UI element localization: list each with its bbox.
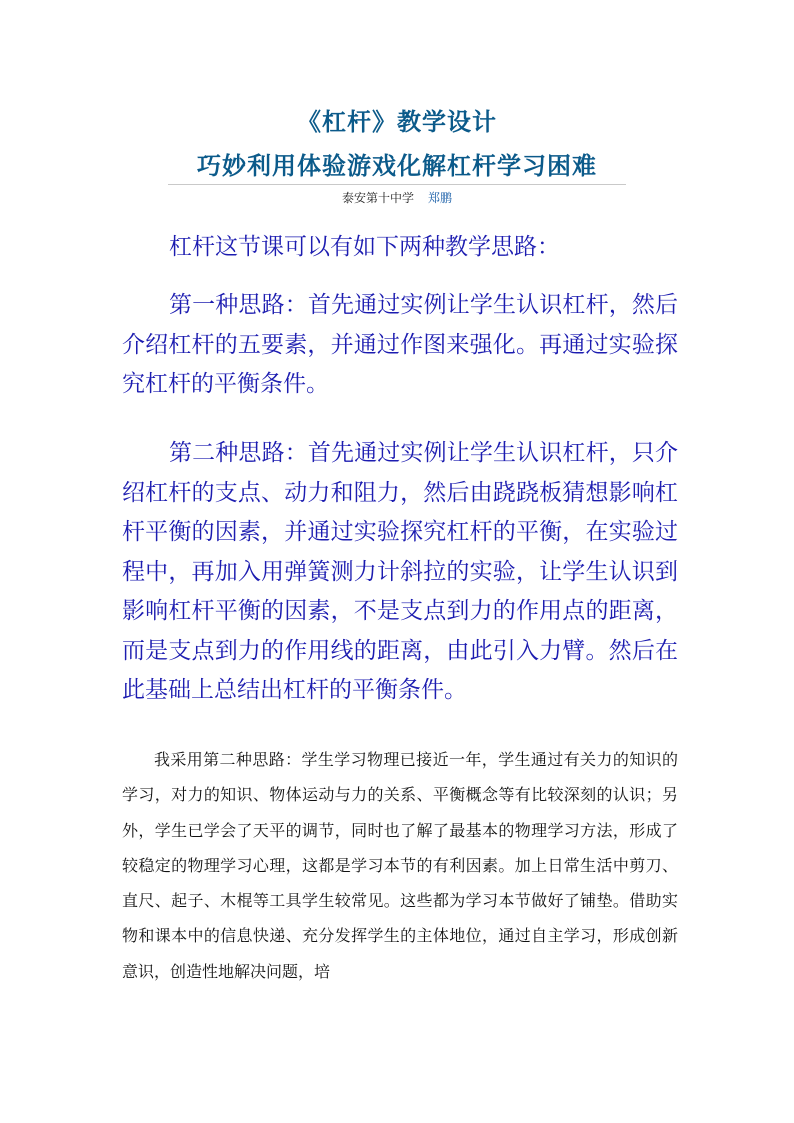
paragraph-approach-two: 第二种思路：首先通过实例让学生认识杠杆，只介绍杠杆的支点、动力和阻力，然后由跷跷板猜想影响杠杆平衡的因素，并通过实验探究杠杆的平衡，在实验过程中，再加入用弹簧测力计斜拉的实验，让学生认识到影响杠杆平衡的因素，不是支点到力的作用点的距离，而是支点到力的作用线的距离，由此引入力臂。然后在此基础上总结出杠杆的平衡条件。 [122, 440, 678, 703]
document-subtitle: 巧妙利用体验游戏化解杠杆学习困难 [197, 151, 597, 180]
paragraph-rationale: 我采用第二种思路：学生学习物理已接近一年，学生通过有关力的知识的学习，对力的知识、物体运动与力的关系、平衡概念等有比较深刻的认识；另外，学生已学会了天平的调节，同时也了解了最基本的物理学习方法，形成了较稳定的物理学习心理，这都是学习本节的有利因素。加上日常生活中剪刀、直尺、起子、木棍等工具学生较常见。这些都为学习本节做好了铺垫。借助实物和课本中的信息快递、充分发挥学生的主体地位，通过自主学习，形成创新意识，创造性地解决问题，培 [122, 750, 678, 981]
paragraph-approach-one: 第一种思路：首先通过实例让学生认识杠杆，然后介绍杠杆的五要素，并通过作图来强化。再通过实验探究杠杆的平衡条件。 [122, 292, 678, 397]
header-divider [168, 184, 626, 185]
author-name: 郑鹏 [428, 191, 453, 205]
byline [0, 189, 794, 206]
document-title: 《杠杆》教学设计 [297, 107, 497, 136]
paragraph-intro: 杠杆这节课可以有如下两种教学思路： [169, 234, 560, 260]
school-name: 泰安第十中学 [341, 191, 414, 205]
